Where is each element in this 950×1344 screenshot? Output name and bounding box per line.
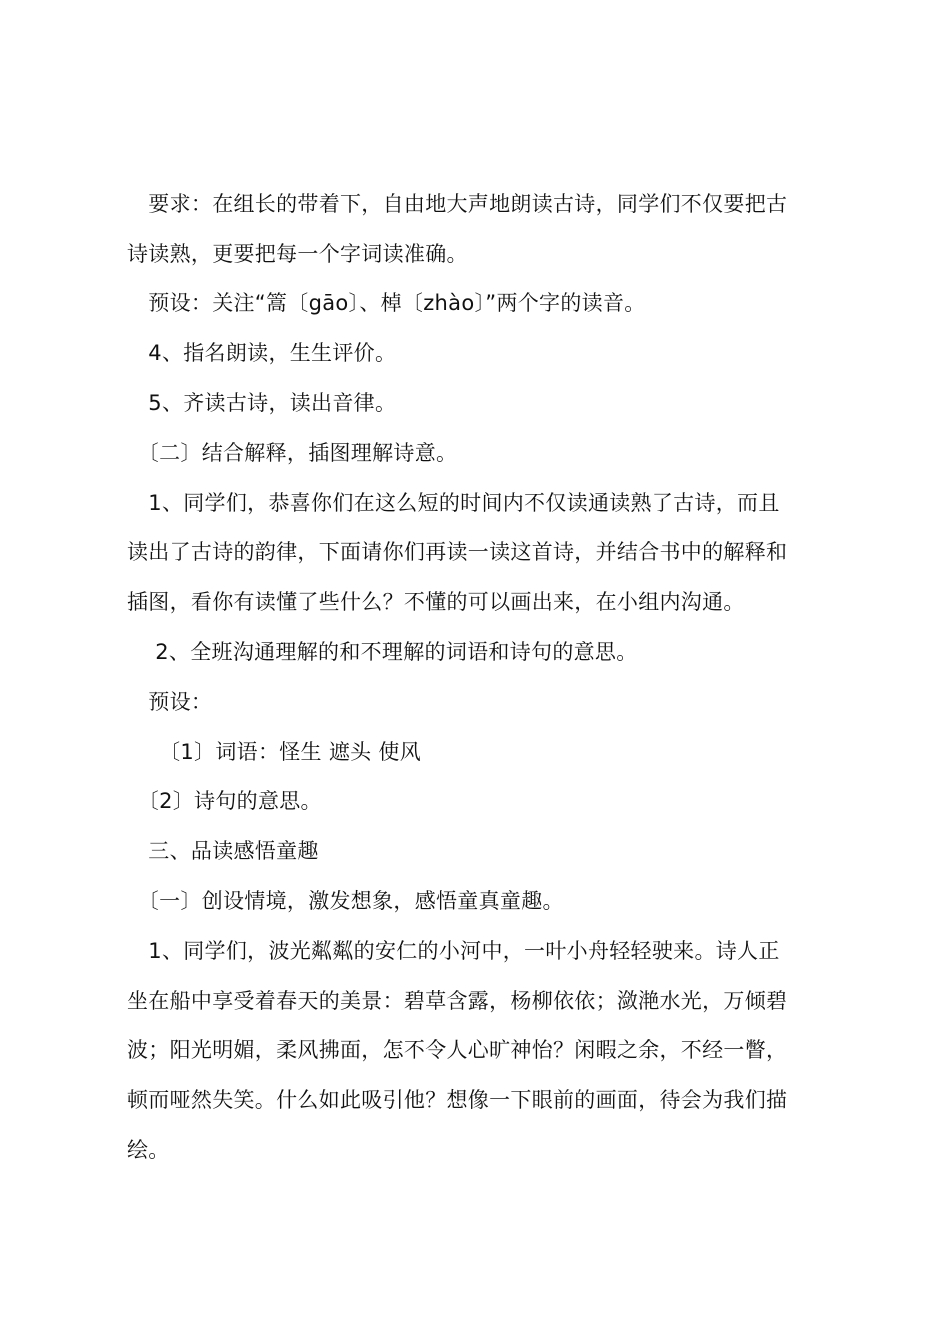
text-line: 〔一〕创设情境，激发想象，感悟童真童趣。 (127, 889, 564, 913)
text-line: 波；阳光明媚，柔风拂面，怎不令人心旷神怡？闲暇之余，不经一瞥， (127, 1038, 788, 1062)
text-line: 5、齐读古诗，读出音律。 (127, 391, 397, 415)
text-line: 坐在船中享受着春天的美景：碧草含露，杨柳依依；潋滟水光，万倾碧 (127, 989, 788, 1013)
text-line: 预设： (127, 690, 213, 714)
text-line: 2、全班沟通理解的和不理解的词语和诗句的意思。 (127, 640, 638, 664)
text-line: 诗读熟，更要把每一个字词读准确。 (127, 242, 468, 266)
text-line: 绘。 (127, 1138, 170, 1162)
text-line: 1、同学们，波光粼粼的安仁的小河中，一叶小舟轻轻驶来。诗人正 (127, 939, 780, 963)
text-line: 顿而哑然失笑。什么如此吸引他？想像一下眼前的画面，待会为我们描 (127, 1088, 788, 1112)
text-line: 〔二〕结合解释，插图理解诗意。 (127, 441, 458, 465)
text-line: 读出了古诗的韵律，下面请你们再读一读这首诗，并结合书中的解释和 (127, 540, 788, 564)
text-line: 插图，看你有读懂了些什么？不懂的可以画出来，在小组内沟通。 (127, 590, 745, 614)
text-line: 4、指名朗读，生生评价。 (127, 341, 397, 365)
text-line: 三、品读感悟童趣 (127, 839, 319, 863)
text-line: 〔1〕词语：怪生 遮头 使风 (127, 740, 422, 764)
text-line: 〔2〕诗句的意思。 (127, 789, 322, 813)
text-line: 要求：在组长的带着下，自由地大声地朗读古诗，同学们不仅要把古 (127, 192, 788, 216)
text-line: 1、同学们，恭喜你们在这么短的时间内不仅读通读熟了古诗，而且 (127, 491, 780, 515)
text-line: 预设：关注“篙〔gāo〕、棹〔zhào〕”两个字的读音。 (127, 291, 646, 315)
